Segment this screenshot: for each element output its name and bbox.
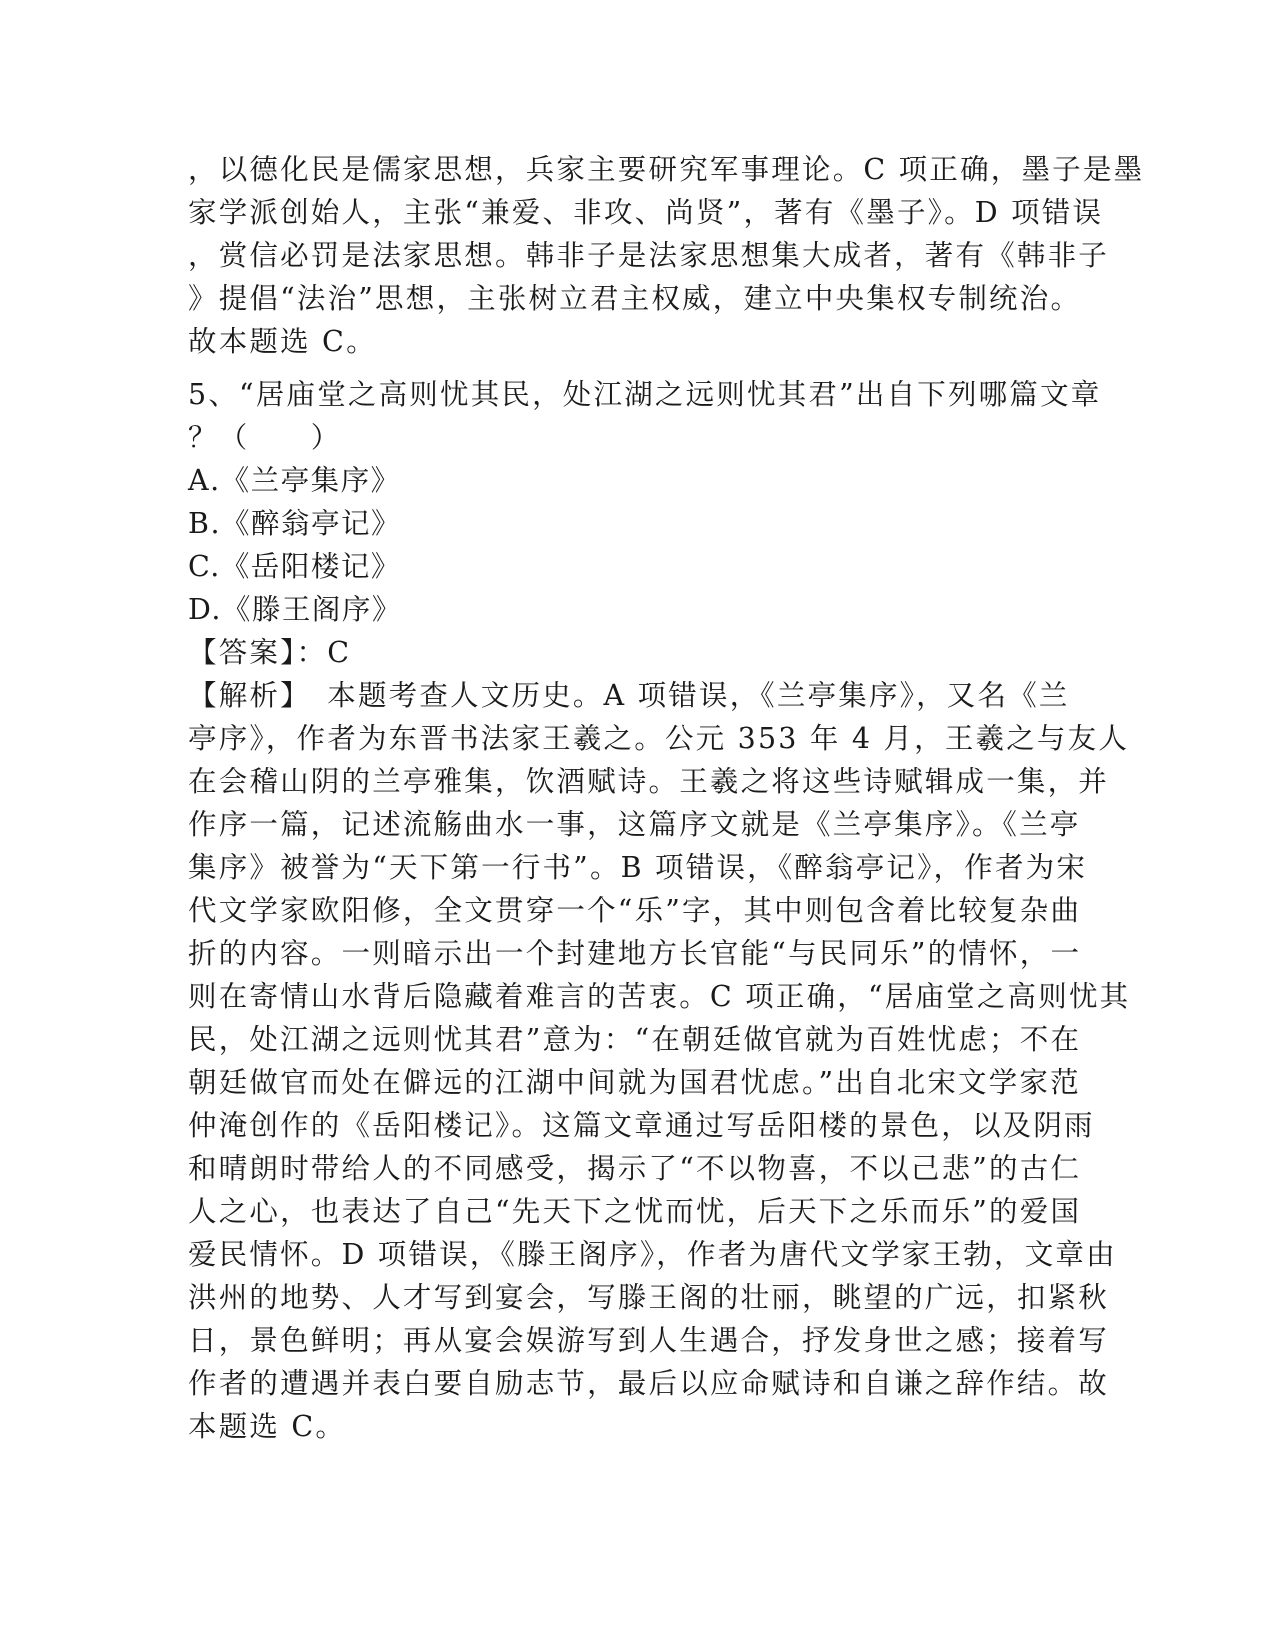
question-stem: 5、“居庙堂之高则忧其民，处江湖之远则忧其君”出自下列哪篇文章 — [188, 378, 1102, 411]
explanation-line: 集序》被誉为“天下第一行书”。B 项错误，《醉翁亭记》，作者为宋 — [188, 851, 1088, 884]
text-line: ，以德化民是儒家思想，兵家主要研究军事理论。C 项正确，墨子是墨 — [188, 153, 1145, 186]
option-b: B.《醉翁亭记》 — [188, 507, 402, 540]
text-line: 》提倡“法治”思想，主张树立君主权威，建立中央集权专制统治。 — [188, 282, 1082, 315]
explanation-line: 在会稽山阴的兰亭雅集，饮酒赋诗。王羲之将这些诗赋辑成一集，并 — [188, 765, 1110, 798]
explanation-line: 人之心，也表达了自己“先天下之忧而忧，后天下之乐而乐”的爱国 — [188, 1195, 1082, 1228]
previous-explanation — [188, 148, 1145, 363]
explanation-line: 本题选 C。 — [188, 1410, 347, 1443]
document-page — [188, 148, 1145, 1448]
option-c: C.《岳阳楼记》 — [188, 550, 401, 583]
explanation-line: 作序一篇，记述流觞曲水一事，这篇序文就是《兰亭集序》。《兰亭 — [188, 808, 1081, 841]
explanation-line: 和晴朗时带给人的不同感受，揭示了“不以物喜，不以己悲”的古仁 — [188, 1152, 1082, 1185]
explanation-line: 日，景色鲜明；再从宴会娱游写到人生遇合，抒发身世之感；接着写 — [188, 1324, 1110, 1357]
explanation — [188, 674, 1131, 1448]
option-d: D.《滕王阁序》 — [188, 593, 402, 626]
explanation-line: 民，处江湖之远则忧其君”意为：“在朝廷做官就为百姓忧虑；不在 — [188, 1023, 1082, 1056]
text-line: 家学派创始人，主张“兼爱、非攻、尚贤”，著有《墨子》。D 项错误 — [188, 196, 1104, 229]
explanation-line: 则在寄情山水背后隐藏着难言的苦衷。C 项正确，“居庙堂之高则忧其 — [188, 980, 1131, 1013]
question-stem: ？（ ） — [188, 421, 342, 454]
explanation-line: 仲淹创作的《岳阳楼记》。这篇文章通过写岳阳楼的景色，以及阴雨 — [188, 1109, 1095, 1142]
explanation-line: 作者的遭遇并表白要自励志节，最后以应命赋诗和自谦之辞作结。故 — [188, 1367, 1110, 1400]
spacer — [188, 363, 1088, 373]
text-line: 故本题选 C。 — [188, 325, 377, 358]
explanation-line: 【解析】 本题考查人文历史。A 项错误，《兰亭集序》，又名《兰 — [188, 679, 1070, 712]
explanation-line: 代文学家欧阳修，全文贯穿一个“乐”字，其中则包含着比较复杂曲 — [188, 894, 1082, 927]
explanation-line: 朝廷做官而处在僻远的江湖中间就为国君忧虑。”出自北宋文学家范 — [188, 1066, 1081, 1099]
text-line: ，赏信必罚是法家思想。韩非子是法家思想集大成者，著有《韩非子 — [188, 239, 1110, 272]
explanation-line: 折的内容。一则暗示出一个封建地方长官能“与民同乐”的情怀，一 — [188, 937, 1082, 970]
question-5 — [188, 373, 1131, 1448]
explanation-line: 爱民情怀。D 项错误，《滕王阁序》，作者为唐代文学家王勃，文章由 — [188, 1238, 1117, 1271]
answer-line: 【答案】：C — [188, 636, 352, 669]
option-a: A.《兰亭集序》 — [188, 464, 401, 497]
explanation-line: 洪州的地势、人才写到宴会，写滕王阁的壮丽，眺望的广远，扣紧秋 — [188, 1281, 1110, 1314]
explanation-line: 亭序》，作者为东晋书法家王羲之。公元 353 年 4 月，王羲之与友人 — [188, 722, 1130, 755]
